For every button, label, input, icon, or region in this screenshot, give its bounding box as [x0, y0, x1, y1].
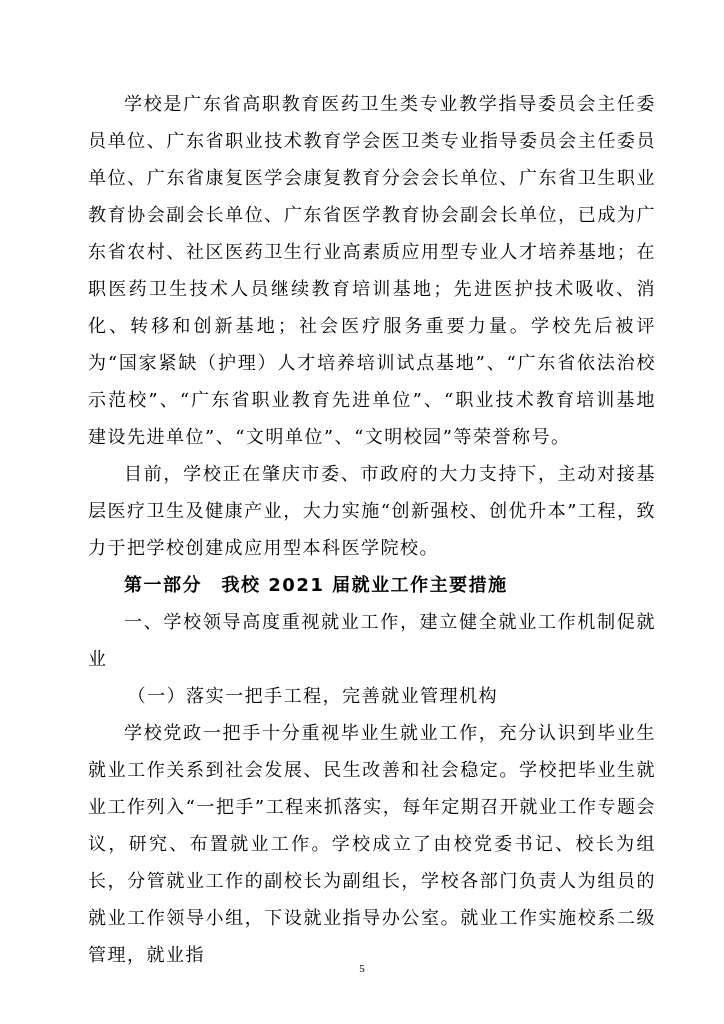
section-heading-part-one: 第一部分 我校 2021 届就业工作主要措施 [124, 575, 508, 596]
paragraph-current-development: 目前，学校正在肇庆市委、市政府的大力支持下，主动对接基层医疗卫生及健康产业，大力实施“创新强校、创优升本”工程，致力于把学校创建成应用型本科医学院校。 [88, 464, 656, 559]
paragraph-school-honors: 学校是广东省高职教育医药卫生类专业教学指导委员会主任委员单位、广东省职业技术教育学会医卫类专业指导委员会主任委员单位、广东省康复医学会康复教育分会会长单位、广东省卫生职业教育协会副会长单位、广东省医学教育协会副会长单位，已成为广东省农村、社区医药卫生行业高素质应用型专业人才培养基地；在职医药卫生技术人员继续教育培训基地；先进医护技术吸收、消化、转移和创新基地；社会医疗服务重要力量。学校先后被评为“国家紧缺（护理）人才培养培训试点基地”、“广东省依法治校示范校”、“广东省职业教育先进单位”、“职业技术教育培训基地建设先进单位”、“文明单位”、“文明校园”等荣誉称号。 [88, 94, 656, 448]
page-number: 5 [359, 963, 365, 975]
subsection-heading-1-1: （一）落实一把手工程，完善就业管理机构 [127, 686, 499, 707]
paragraph-leadership: 学校党政一把手十分重视毕业生就业工作，充分认识到毕业生就业工作关系到社会发展、民生改善和社会稳定。学校把毕业生就业工作列入“一把手”工程来抓落实，每年定期召开就业工作专题会议，研究、布置就业工作。学校成立了由校党委书记、校长为组长，分管就业工作的副校长为副组长，学校各部门负责人为组员的就业工作领导小组，下设就业指导办公室。就业工作实施校系二级管理，就业指 [88, 723, 656, 966]
document-body [88, 86, 656, 974]
subsection-heading-one: 一、学校领导高度重视就业工作，建立健全就业工作机制促就业 [88, 612, 656, 670]
